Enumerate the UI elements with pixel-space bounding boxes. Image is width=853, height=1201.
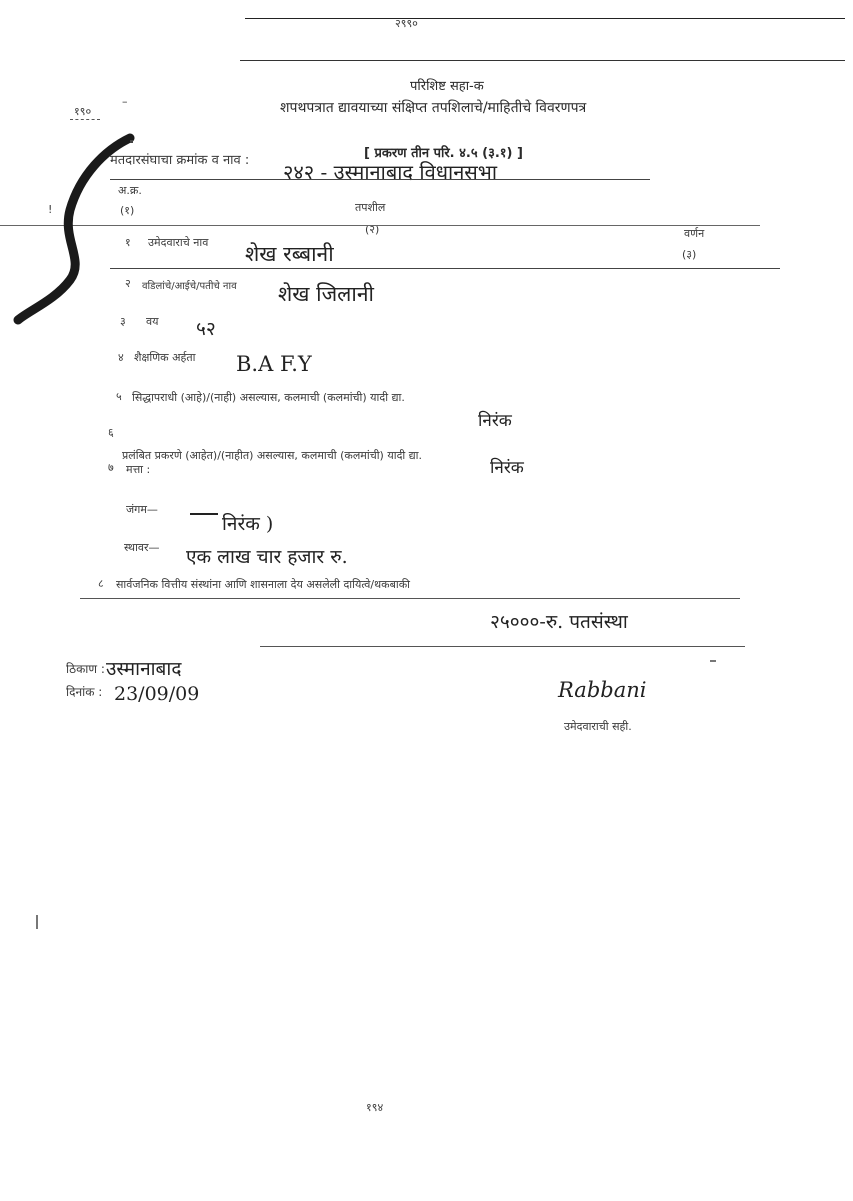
speck — [710, 660, 716, 662]
row-3-num: ३ — [120, 315, 126, 328]
col-description-num: (३) — [682, 248, 697, 261]
margin-mark: ! — [48, 203, 53, 216]
table-bottom-rule — [80, 598, 740, 599]
row-6-value: निरंक — [490, 458, 524, 478]
row-8-value: २५०००-रु. पतसंस्था — [490, 611, 628, 633]
row-7b-value: एक लाख चार हजार रु. — [186, 546, 348, 568]
row-5-num: ५ — [116, 390, 122, 403]
row-5-value: निरंक — [478, 411, 512, 431]
appendix-title: परिशिष्ट सहा-क — [410, 79, 484, 94]
row-7b-label: स्थावर— — [124, 541, 160, 554]
top-page-number: २९९० — [395, 17, 418, 30]
row-5-label: सिद्धापराधी (आहे)/(नाही) असल्यास, कलमाची (कलमांची) यादी द्या. — [132, 391, 405, 404]
col-description-header: वर्णन — [684, 227, 705, 240]
row-4-label: शैक्षणिक अर्हता — [134, 351, 196, 364]
place-value: उस्मानाबाद — [106, 658, 182, 680]
row-8-num: ८ — [98, 577, 104, 590]
constituency-value: २४२ - उस्मानाबाद विधानसभा — [283, 160, 498, 184]
signature: Rabbani — [558, 678, 647, 702]
row-7a-dash — [190, 513, 218, 515]
chapter-ref: [ प्रकरण तीन परि. ४.५ (३.१) ] — [364, 146, 523, 161]
col-detail-header: तपशील — [355, 201, 386, 214]
row-1-num: १ — [125, 236, 131, 249]
row-6-num: ६ — [108, 426, 114, 439]
row-7a-value: निरंक ) — [222, 513, 274, 535]
table-header-rule-2 — [110, 268, 780, 269]
col-serial-num: (१) — [120, 204, 135, 217]
row-2-num: २ — [125, 277, 131, 290]
col-serial-header: अ.क्र. — [118, 184, 142, 197]
place-label: ठिकाण : — [66, 662, 105, 676]
left-page-number: १९० — [74, 105, 92, 118]
constituency-label: मतदारसंघाचा क्रमांक व नाव : — [110, 153, 250, 168]
top-rule — [245, 18, 845, 19]
speck — [36, 915, 38, 929]
col-detail-num: (२) — [365, 223, 380, 236]
row-1-label: उमेदवाराचे नाव — [148, 236, 209, 249]
row-3-value: ५२ — [196, 318, 216, 340]
row-1-value: शेख रब्बानी — [245, 242, 334, 266]
bottom-page-number: १९४ — [366, 1101, 384, 1114]
date-label: दिनांक : — [66, 685, 103, 699]
row-7a-label: जंगम— — [126, 503, 158, 516]
row-2-value: शेख जिलानी — [278, 282, 374, 306]
row-7-label: मत्ता : — [126, 463, 151, 476]
date-value: 23/09/09 — [114, 683, 200, 705]
row-6-label: प्रलंबित प्रकरणे (आहेत)/(नाहीत) असल्यास, कलमाची (कलमांची) यादी द्या. — [122, 449, 423, 462]
marker-stroke — [10, 130, 140, 330]
row-2-label: वडिलांचे/आईचे/पतीचे नाव — [142, 281, 237, 292]
top-rule-2 — [240, 60, 845, 61]
table-top-rule — [110, 179, 650, 180]
table-bottom-rule-2 — [260, 646, 745, 647]
left-page-underline — [70, 119, 100, 120]
row-7-num: ७ — [108, 461, 114, 474]
speck — [130, 140, 133, 143]
row-4-num: ४ — [118, 351, 124, 364]
signature-label: उमेदवाराची सही. — [564, 720, 632, 733]
row-3-label: वय — [146, 315, 159, 328]
form-title: शपथपत्रात द्यावयाच्या संक्षिप्त तपशिलाचे/माहितीचे विवरणपत्र — [280, 100, 587, 116]
row-8-label: सार्वजनिक वित्तीय संस्थांना आणि शासनाला देय असलेली दायित्वे/थकबाकी — [116, 578, 411, 591]
row-4-value: B.A F.Y — [236, 352, 312, 376]
dash-mark: – — [122, 95, 128, 108]
